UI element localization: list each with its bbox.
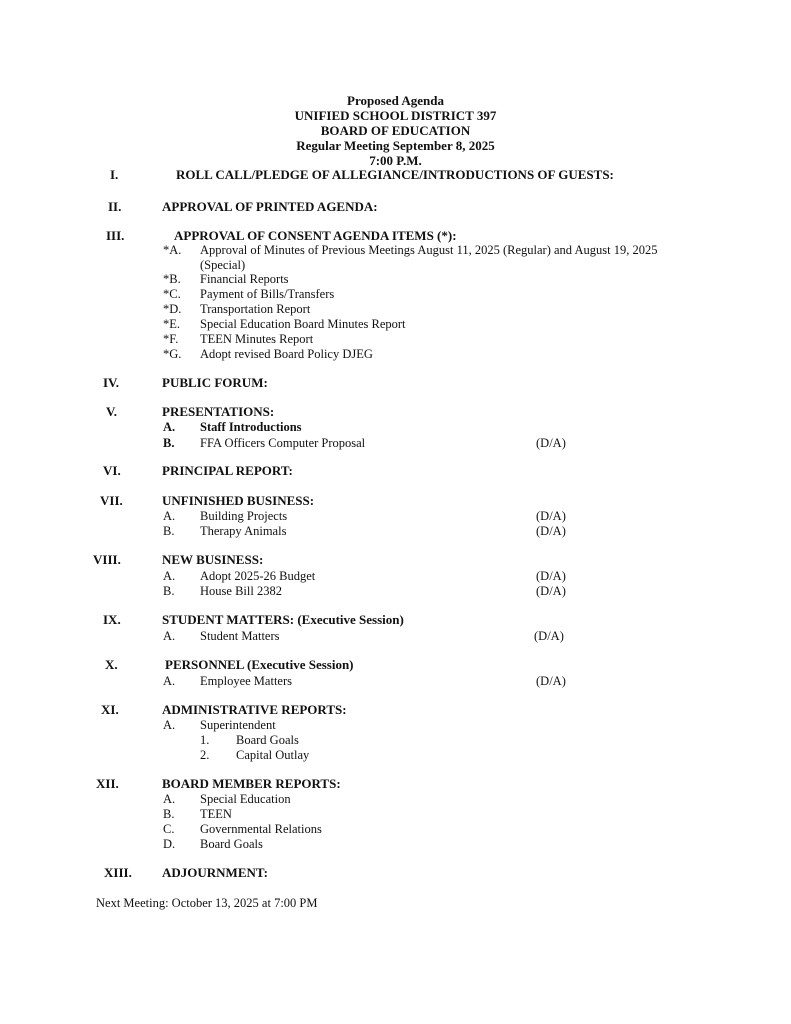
- item-text: Governmental Relations: [200, 822, 322, 836]
- item-letter: A.: [163, 509, 176, 523]
- item-text: Superintendent: [200, 718, 276, 732]
- section-number: VIII.: [93, 552, 121, 567]
- item-letter: *G.: [163, 347, 182, 361]
- section-title: STUDENT MATTERS: (Executive Session): [162, 612, 404, 627]
- section-title: ADJOURNMENT:: [162, 865, 268, 880]
- section-title: PRESENTATIONS:: [162, 404, 275, 419]
- item-letter: *A.: [163, 243, 182, 257]
- item-letter: A.: [163, 718, 176, 732]
- item-text: Adopt 2025-26 Budget: [200, 569, 316, 583]
- section-number: II.: [108, 199, 122, 214]
- item-letter: D.: [163, 837, 176, 851]
- discussion-action-tag: (D/A): [536, 524, 566, 538]
- item-text: Special Education Board Minutes Report: [200, 317, 406, 331]
- section-title: ADMINISTRATIVE REPORTS:: [162, 702, 347, 717]
- item-text: Therapy Animals: [200, 524, 287, 538]
- section-number: III.: [106, 228, 125, 243]
- section-number: I.: [110, 167, 119, 182]
- subitem-number: 2.: [200, 748, 210, 762]
- subitem-text: Capital Outlay: [236, 748, 310, 762]
- item-text: Payment of Bills/Transfers: [200, 287, 335, 301]
- item-letter: B.: [163, 584, 175, 598]
- board-name: BOARD OF EDUCATION: [320, 123, 471, 138]
- section-number: VII.: [100, 493, 123, 508]
- section-number: IX.: [103, 612, 121, 627]
- item-text: Student Matters: [200, 629, 280, 643]
- section-number: VI.: [103, 463, 121, 478]
- item-letter: A.: [163, 629, 176, 643]
- item-text: FFA Officers Computer Proposal: [200, 436, 366, 450]
- section-title: BOARD MEMBER REPORTS:: [162, 776, 341, 791]
- section-number: IV.: [103, 375, 120, 390]
- section-title: PERSONNEL (Executive Session): [165, 657, 354, 672]
- section-number: V.: [106, 404, 117, 419]
- item-letter: A.: [163, 569, 176, 583]
- section-title: ROLL CALL/PLEDGE OF ALLEGIANCE/INTRODUCTIONS OF GUESTS:: [176, 167, 614, 182]
- section-title: PUBLIC FORUM:: [162, 375, 268, 390]
- item-letter: A.: [163, 420, 176, 434]
- item-letter: B.: [163, 524, 175, 538]
- doc-title: Proposed Agenda: [347, 93, 444, 108]
- next-meeting: Next Meeting: October 13, 2025 at 7:00 PM: [96, 896, 318, 910]
- discussion-action-tag: (D/A): [534, 629, 564, 643]
- discussion-action-tag: (D/A): [536, 584, 566, 598]
- item-letter: B.: [163, 436, 175, 450]
- section-title: APPROVAL OF PRINTED AGENDA:: [162, 199, 378, 214]
- item-text: Board Goals: [200, 837, 263, 851]
- section-title: APPROVAL OF CONSENT AGENDA ITEMS (*):: [174, 228, 457, 243]
- discussion-action-tag: (D/A): [536, 436, 566, 450]
- section-number: XI.: [101, 702, 119, 717]
- item-text: Transportation Report: [200, 302, 311, 316]
- item-letter: *D.: [163, 302, 182, 316]
- section-title: PRINCIPAL REPORT:: [162, 463, 293, 478]
- item-text: Special Education: [200, 792, 291, 806]
- meeting-time: 7:00 P.M.: [369, 153, 422, 168]
- discussion-action-tag: (D/A): [536, 509, 566, 523]
- item-letter: C.: [163, 822, 175, 836]
- meeting-date: Regular Meeting September 8, 2025: [296, 138, 495, 153]
- section-number: X.: [105, 657, 118, 672]
- section-title: UNFINISHED BUSINESS:: [162, 493, 315, 508]
- item-text: Staff Introductions: [200, 420, 302, 434]
- section-title: NEW BUSINESS:: [162, 552, 264, 567]
- item-letter: *B.: [163, 272, 181, 286]
- section-number: XII.: [96, 776, 119, 791]
- section-number: XIII.: [104, 865, 132, 880]
- item-text: Adopt revised Board Policy DJEG: [200, 347, 373, 361]
- item-text: House Bill 2382: [200, 584, 282, 598]
- item-text: Financial Reports: [200, 272, 289, 286]
- subitem-number: 1.: [200, 733, 210, 747]
- item-letter: A.: [163, 674, 176, 688]
- item-letter: B.: [163, 807, 175, 821]
- discussion-action-tag: (D/A): [536, 674, 566, 688]
- discussion-action-tag: (D/A): [536, 569, 566, 583]
- item-text: Building Projects: [200, 509, 288, 523]
- district-name: UNIFIED SCHOOL DISTRICT 397: [294, 108, 497, 123]
- item-letter: A.: [163, 792, 176, 806]
- item-letter: *E.: [163, 317, 181, 331]
- item-letter: *F.: [163, 332, 179, 346]
- item-text: Approval of Minutes of Previous Meetings August 11, 2025 (Regular) and August 19, 2025 (Special): [200, 243, 658, 272]
- item-letter: *C.: [163, 287, 181, 301]
- item-text: TEEN Minutes Report: [200, 332, 314, 346]
- item-text: Employee Matters: [200, 674, 292, 688]
- item-text: TEEN: [200, 807, 232, 821]
- subitem-text: Board Goals: [236, 733, 299, 747]
